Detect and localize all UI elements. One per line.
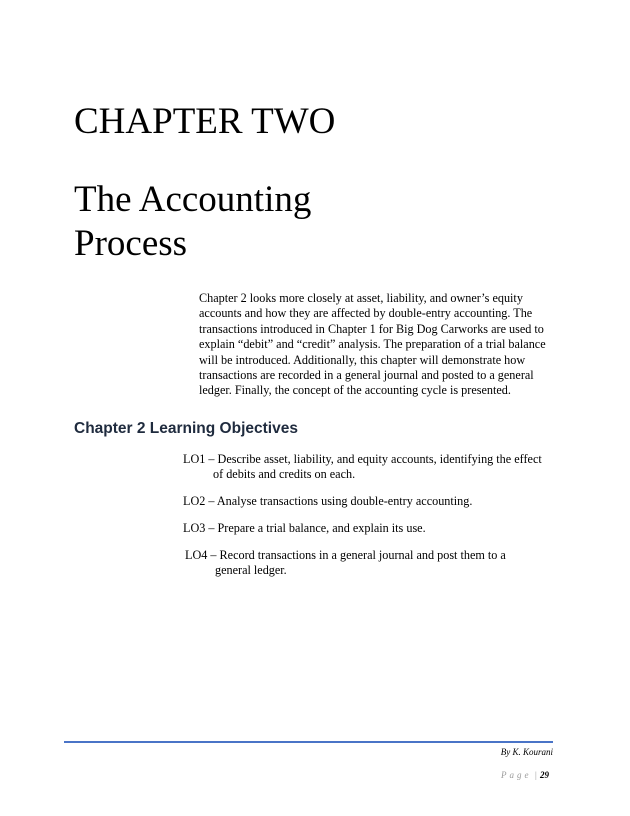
footer-rule <box>64 741 553 743</box>
objectives-list <box>183 452 543 590</box>
objective-item: LO3 – Prepare a trial balance, and explain its use. <box>183 521 426 535</box>
page-separator: | <box>534 770 537 780</box>
objective-item: LO2 – Analyse transactions using double-entry accounting. <box>183 494 473 508</box>
objectives-heading: Chapter 2 Learning Objectives <box>74 420 298 437</box>
chapter-title: The Accounting Process <box>74 179 312 264</box>
footer-author: By K. Kourani <box>500 747 553 757</box>
chapter-label: CHAPTER TWO <box>74 101 336 142</box>
objective-item: LO1 – Describe asset, liability, and equity accounts, identifying the effect of debits and credits on each. <box>183 452 542 481</box>
objective-item: LO4 – Record transactions in a general journal and post them to a general ledger. <box>185 548 506 577</box>
footer-page-number <box>501 770 549 780</box>
page-number: 29 <box>540 770 549 780</box>
chapter-intro: Chapter 2 looks more closely at asset, liability, and owner’s equity accounts and how they are affected by double-entry accounting. The transactions introduced in Chapter 1 for Big Dog Carworks are used to explain “debit” and “credit” analysis. The preparation of a trial balance will be introduced. Additionally, this chapter will demonstrate how transactions are recorded in a general journal and posted to a general ledger. Finally, the concept of the accounting cycle is presented. <box>199 291 546 398</box>
page-label: Page <box>501 770 532 780</box>
